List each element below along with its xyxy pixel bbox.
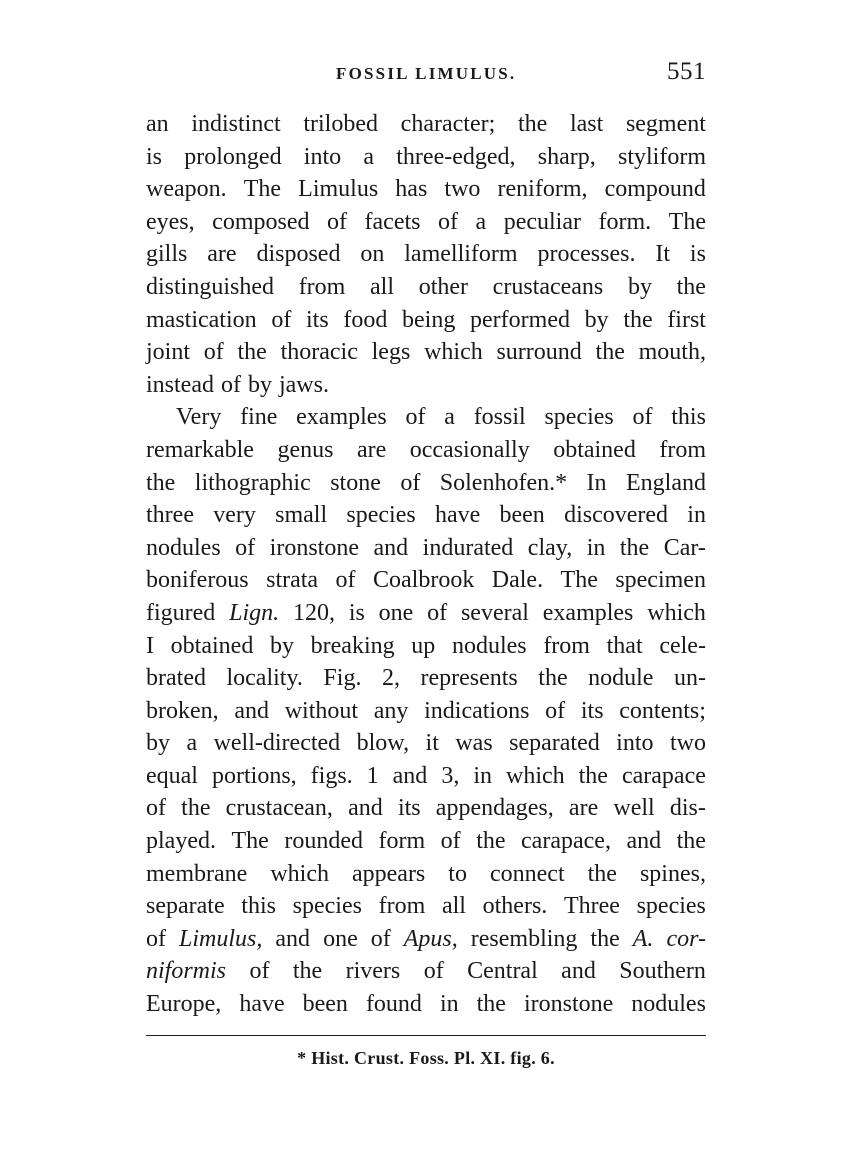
word: compound xyxy=(604,176,706,203)
word: mastication xyxy=(146,306,257,333)
word: species xyxy=(292,893,362,920)
word: cor- xyxy=(666,925,706,952)
word: from xyxy=(378,893,426,920)
text-line xyxy=(146,499,706,532)
text-line xyxy=(146,923,706,956)
word: Three xyxy=(563,893,620,920)
word: of xyxy=(438,208,458,235)
word: Coalbrook xyxy=(373,567,475,594)
running-head xyxy=(146,58,706,92)
word: played. xyxy=(146,828,216,855)
book-page xyxy=(146,58,706,1069)
word: carapace, xyxy=(521,828,611,855)
word: sharp, xyxy=(537,143,596,170)
word: the xyxy=(181,795,211,822)
word: rounded xyxy=(284,828,363,855)
word: is xyxy=(689,241,706,268)
word: any xyxy=(373,697,409,724)
word: disposed xyxy=(256,241,341,268)
word: which xyxy=(505,762,565,789)
word: Very xyxy=(176,404,222,431)
word: Limulus xyxy=(298,176,379,203)
word: 1 xyxy=(366,762,379,789)
word: from xyxy=(543,632,590,659)
word: from xyxy=(298,273,346,300)
word: the xyxy=(292,958,323,985)
word: are xyxy=(568,795,599,822)
word: facets xyxy=(364,208,421,235)
word: Central xyxy=(467,958,538,985)
footnote: * Hist. Crust. Foss. Pl. XI. fig. 6. xyxy=(297,1047,555,1068)
text-line xyxy=(146,206,706,239)
word: the xyxy=(619,534,650,561)
word: by xyxy=(146,730,170,757)
word: of xyxy=(203,339,224,366)
word: contents; xyxy=(619,697,706,724)
word: the xyxy=(538,665,568,692)
word: by xyxy=(269,632,294,659)
word: Fig. xyxy=(323,665,362,692)
text-line xyxy=(146,662,706,695)
text-line xyxy=(146,695,706,728)
word: Car- xyxy=(663,534,706,561)
word: which xyxy=(270,860,329,887)
word: of xyxy=(235,534,256,561)
word: weapon. xyxy=(146,176,227,203)
word: distinguished xyxy=(146,273,275,300)
word: by xyxy=(247,371,272,398)
word: of xyxy=(146,795,166,822)
word: joint xyxy=(146,339,191,366)
text-line xyxy=(146,564,706,597)
text-line xyxy=(146,336,706,369)
text-line xyxy=(146,271,706,304)
word: peculiar xyxy=(503,208,581,235)
word: a xyxy=(444,404,455,431)
word: character; xyxy=(400,111,496,137)
word: have xyxy=(434,502,481,529)
text-line xyxy=(146,792,706,825)
word: a xyxy=(363,143,375,170)
text-line xyxy=(146,727,706,760)
word: crustacean, xyxy=(225,795,333,822)
text-line xyxy=(146,304,706,337)
word: indistinct xyxy=(191,111,281,137)
word: first xyxy=(667,306,706,333)
word: resembling xyxy=(470,925,578,952)
word: by xyxy=(584,306,609,333)
word: others. xyxy=(482,893,548,920)
word: prolonged xyxy=(184,143,282,170)
word: locality. xyxy=(226,665,303,692)
text-line xyxy=(146,825,706,858)
word: all xyxy=(441,893,466,920)
word: appendages, xyxy=(435,795,554,822)
word: appears xyxy=(351,860,426,887)
word: broken, xyxy=(146,697,219,724)
word: been xyxy=(499,502,545,529)
word: in xyxy=(439,991,459,1018)
word: nodules xyxy=(146,534,221,561)
word: the xyxy=(676,273,706,300)
word: un- xyxy=(673,665,706,692)
word: a xyxy=(186,730,198,757)
word: it xyxy=(425,730,439,757)
word: and xyxy=(626,828,662,855)
word: well-directed xyxy=(213,730,341,757)
text-line xyxy=(146,369,706,402)
word: 120, xyxy=(292,599,335,626)
word: two xyxy=(669,730,706,757)
word: several xyxy=(460,599,529,626)
word: Lign. xyxy=(229,599,280,626)
word: ironstone xyxy=(269,534,359,561)
footnote-rule xyxy=(146,1035,706,1036)
word: of xyxy=(405,404,426,431)
text-line xyxy=(146,890,706,923)
word: and xyxy=(373,534,409,561)
word: crustaceans xyxy=(492,273,604,300)
word: found xyxy=(365,991,422,1018)
word: styliform xyxy=(617,143,706,170)
word: the xyxy=(517,111,548,137)
word: three xyxy=(146,502,194,529)
word: composed xyxy=(212,208,310,235)
text-line xyxy=(146,141,706,174)
word: by xyxy=(627,273,652,300)
word: Europe, xyxy=(146,991,222,1018)
word: stone xyxy=(330,469,381,496)
word: its xyxy=(305,306,329,333)
word: its xyxy=(397,795,421,822)
word: processes. xyxy=(537,241,636,268)
text-line xyxy=(146,630,706,663)
word: of xyxy=(545,697,566,724)
word: is xyxy=(146,143,163,170)
word: in xyxy=(687,502,706,529)
word: the xyxy=(587,860,617,887)
word: Southern xyxy=(619,958,706,985)
text-line xyxy=(146,434,706,467)
word: dis- xyxy=(669,795,706,822)
word: examples xyxy=(296,404,387,431)
word: examples xyxy=(542,599,634,626)
word: performed xyxy=(470,306,570,333)
word: The xyxy=(668,208,706,235)
word: fossil xyxy=(473,404,526,431)
word: lithographic xyxy=(194,469,311,496)
word: the xyxy=(476,828,506,855)
word: brated xyxy=(146,665,206,692)
word: trilobed xyxy=(303,111,378,137)
text-line xyxy=(146,238,706,271)
word: all xyxy=(370,273,395,300)
word: genus xyxy=(277,436,334,463)
running-title: FOSSIL LIMULUS. xyxy=(336,64,517,83)
text-line xyxy=(146,401,706,434)
word: A. xyxy=(632,925,654,952)
text-line xyxy=(146,467,706,500)
word: into xyxy=(303,143,342,170)
word: The xyxy=(243,176,282,203)
word: thoracic xyxy=(280,339,358,366)
word: without xyxy=(284,697,359,724)
word: spines, xyxy=(639,860,706,887)
word: the xyxy=(623,306,653,333)
word: are xyxy=(207,241,237,268)
word: of xyxy=(271,306,292,333)
body-text xyxy=(146,108,706,1021)
word: of xyxy=(632,404,653,431)
word: of xyxy=(423,958,444,985)
word: nodule xyxy=(588,665,654,692)
word: obtained xyxy=(170,632,254,659)
word: connect xyxy=(489,860,565,887)
word: other xyxy=(418,273,468,300)
word: form. xyxy=(598,208,652,235)
word: niformis xyxy=(146,958,227,985)
word: of xyxy=(249,958,270,985)
text-line xyxy=(146,988,706,1021)
word: It xyxy=(655,241,671,268)
word: very xyxy=(213,502,256,529)
word: well xyxy=(613,795,655,822)
word: portions, xyxy=(211,762,297,789)
word: Limulus, xyxy=(179,925,263,952)
page-number: 551 xyxy=(667,58,706,85)
word: lamelliform xyxy=(404,241,518,268)
word: 2, xyxy=(381,665,400,692)
word: clay, xyxy=(527,534,573,561)
word: and xyxy=(561,958,596,985)
word: figured xyxy=(146,599,216,626)
word: being xyxy=(402,306,456,333)
word: separate xyxy=(146,893,225,920)
word: gills xyxy=(146,241,188,268)
word: I xyxy=(146,632,154,659)
word: to xyxy=(448,860,467,887)
word: The xyxy=(231,828,269,855)
word: Solenhofen.* xyxy=(439,469,568,496)
word: of xyxy=(440,828,461,855)
word: and xyxy=(348,795,383,822)
word: from xyxy=(659,436,706,463)
word: In xyxy=(586,469,607,496)
word: this xyxy=(241,893,276,920)
word: breaking xyxy=(310,632,395,659)
word: into xyxy=(616,730,654,757)
word: mouth, xyxy=(638,339,706,366)
word: England xyxy=(626,469,706,496)
word: equal xyxy=(146,762,198,789)
word: eyes, xyxy=(146,208,195,235)
word: of xyxy=(427,599,448,626)
word: of xyxy=(370,925,391,952)
text-line xyxy=(146,532,706,565)
word: carapace xyxy=(621,762,706,789)
word: rivers xyxy=(345,958,401,985)
word: strata xyxy=(266,567,319,594)
word: of xyxy=(146,925,166,952)
word: obtained xyxy=(553,436,636,463)
word: a xyxy=(475,208,487,235)
word: fine xyxy=(240,404,278,431)
word: of xyxy=(335,567,356,594)
word: the xyxy=(590,925,620,952)
word: membrane xyxy=(146,860,248,887)
word: remarkable xyxy=(146,436,254,463)
word: species xyxy=(636,893,706,920)
word: three-edged, xyxy=(396,143,516,170)
word: and xyxy=(392,762,428,789)
word: of xyxy=(400,469,421,496)
word: the xyxy=(146,469,176,496)
word: and xyxy=(234,697,270,724)
word: are xyxy=(356,436,387,463)
word: species xyxy=(544,404,614,431)
word: was xyxy=(455,730,493,757)
word: discovered xyxy=(564,502,669,529)
word: represents xyxy=(420,665,518,692)
text-line xyxy=(146,173,706,206)
word: separated xyxy=(509,730,600,757)
word: segment xyxy=(625,111,706,137)
word: blow, xyxy=(356,730,410,757)
word: cele- xyxy=(659,632,706,659)
word: surround xyxy=(496,339,582,366)
word: the xyxy=(676,828,706,855)
word: 3, xyxy=(441,762,460,789)
text-line xyxy=(146,597,706,630)
word: boniferous xyxy=(146,567,249,594)
word: nodules xyxy=(451,632,527,659)
word: of xyxy=(327,208,347,235)
word: Apus, xyxy=(403,925,458,952)
word: is xyxy=(348,599,365,626)
word: that xyxy=(606,632,643,659)
word: the xyxy=(237,339,267,366)
word: jaws. xyxy=(278,371,329,398)
word: have xyxy=(239,991,285,1018)
word: and xyxy=(275,925,311,952)
word: indurated xyxy=(422,534,514,561)
word: food xyxy=(343,306,388,333)
word: in xyxy=(586,534,606,561)
word: reniform, xyxy=(497,176,588,203)
word: Dale. xyxy=(491,567,544,594)
word: has xyxy=(395,176,428,203)
word: nodules xyxy=(631,991,706,1018)
word: its xyxy=(580,697,604,724)
word: The xyxy=(560,567,598,594)
word: up xyxy=(411,632,436,659)
word: indications xyxy=(424,697,530,724)
word: the xyxy=(578,762,608,789)
text-line xyxy=(146,858,706,891)
word: one xyxy=(323,925,358,952)
word: on xyxy=(360,241,385,268)
word: which xyxy=(424,339,483,366)
word: one xyxy=(378,599,414,626)
word: this xyxy=(671,404,706,431)
word: two xyxy=(444,176,481,203)
word: occasionally xyxy=(409,436,530,463)
text-line xyxy=(146,955,706,988)
word: ironstone xyxy=(523,991,614,1018)
word: last xyxy=(569,111,604,137)
word: in xyxy=(473,762,492,789)
word: small xyxy=(275,502,328,529)
word: the xyxy=(476,991,506,1018)
word: species xyxy=(346,502,416,529)
word: figs. xyxy=(310,762,353,789)
word: the xyxy=(595,339,625,366)
word: an xyxy=(146,111,169,137)
word: which xyxy=(647,599,706,626)
word: legs xyxy=(371,339,411,366)
word: form xyxy=(378,828,426,855)
text-line xyxy=(146,760,706,793)
word: specimen xyxy=(615,567,706,594)
word: instead xyxy=(146,371,214,398)
word: been xyxy=(302,991,348,1018)
word: of xyxy=(220,371,241,398)
text-line xyxy=(146,108,706,141)
